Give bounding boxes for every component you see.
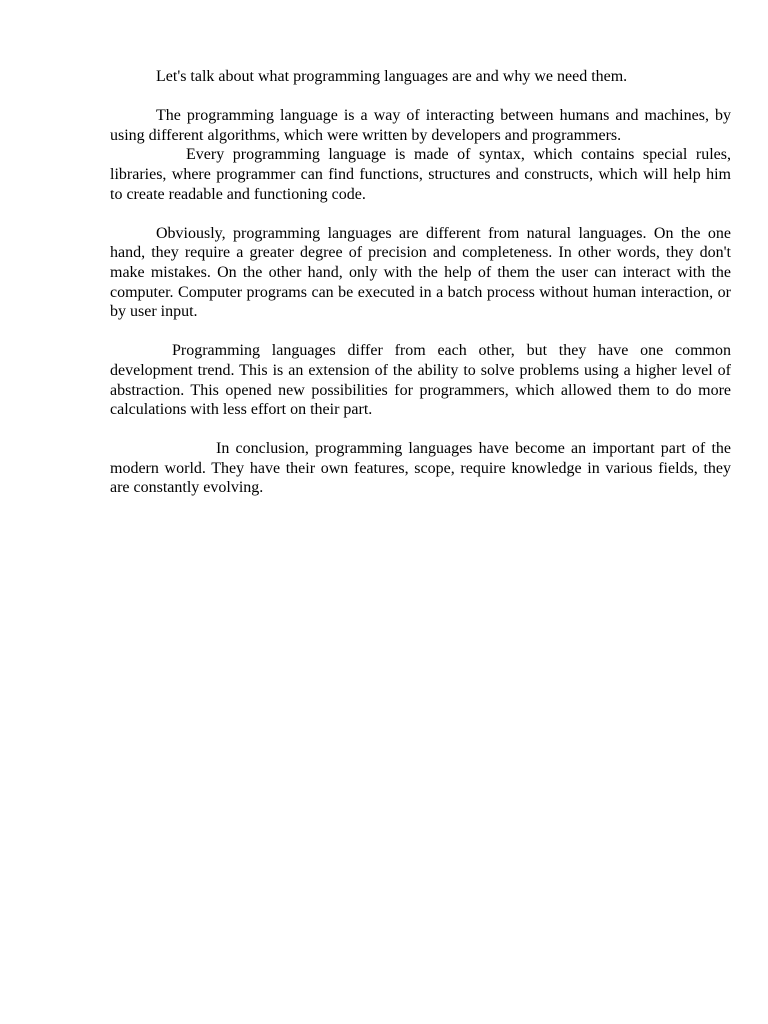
paragraph-syntax: Every programming language is made of syntax, which contains special rules, libraries, where programmer can find functions, structures and constructs, which will help him to create readable and functioning code. <box>110 146 731 203</box>
paragraph-development-trend: Programming languages differ from each other, but they have one common development trend. This is an extension of the ability to solve problems using a higher level of abstraction. This opened new possibilities for programmers, which allowed them to do more calculations with less effort on their part. <box>110 342 731 419</box>
paragraph-spacer <box>110 322 731 342</box>
paragraph-spacer <box>110 87 731 107</box>
paragraph-definition: The programming language is a way of interacting between humans and machines, by using different algorithms, which were written by developers and programmers. <box>110 107 731 144</box>
document-body <box>110 67 731 498</box>
paragraph-conclusion: In conclusion, programming languages have become an important part of the modern world. They have their own features, scope, require knowledge in various fields, they are constantly evolving. <box>110 440 731 497</box>
paragraph-spacer <box>110 420 731 440</box>
paragraph-natural-languages: Obviously, programming languages are different from natural languages. On the one hand, they require a greater degree of precision and completeness. In other words, they don't make mistakes. On the other hand, only with the help of them the user can interact with the computer. Computer programs can be executed in a batch process without human interaction, or by user input. <box>110 224 731 321</box>
paragraph-intro: Let's talk about what programming languages are and why we need them. <box>156 68 628 85</box>
paragraph-spacer <box>110 204 731 224</box>
